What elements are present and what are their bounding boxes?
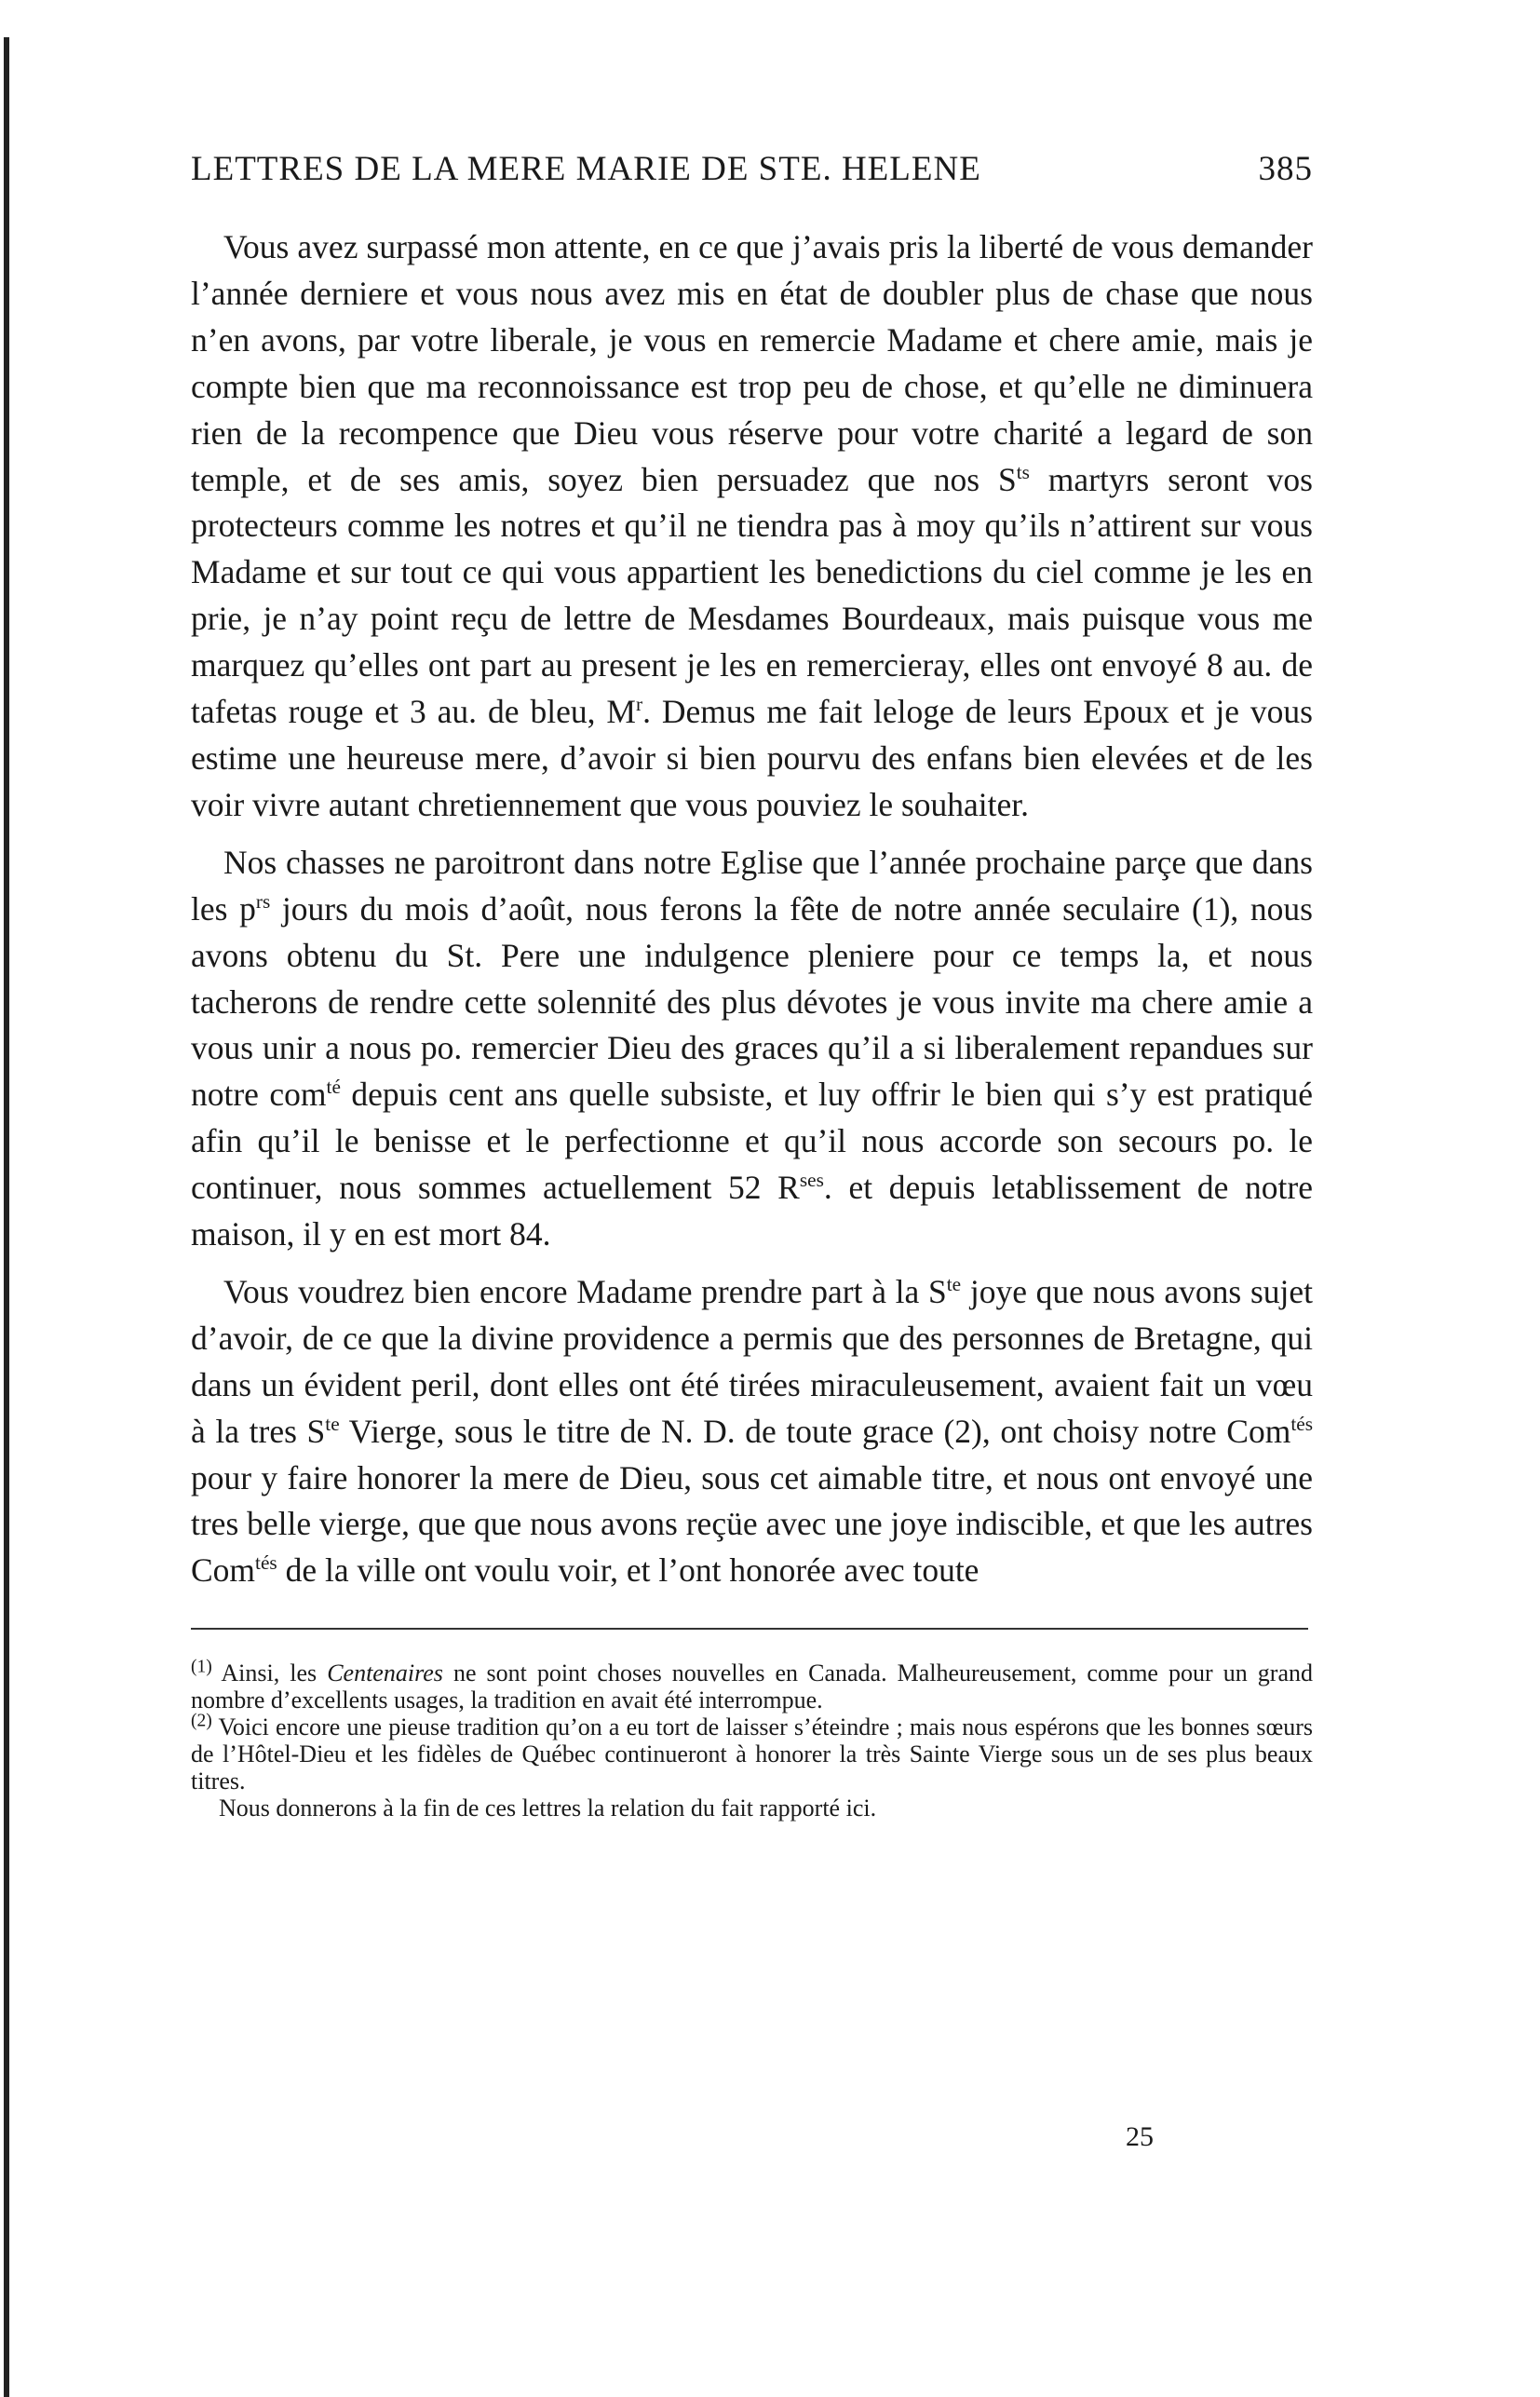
footnote: $^{(1)}$ Ainsi, les Centenaires ne sont point choses nouvelles en Canada. Malheureusement, comme pour un grand nombre d’excellents usages, la tradition en avait été interrompue. xyxy=(191,1657,1313,1714)
superscript-abbrev: té xyxy=(326,1076,341,1099)
letter-body xyxy=(191,224,1313,1594)
superscript-abbrev: tés xyxy=(1290,1412,1313,1435)
superscript-abbrev: te xyxy=(946,1273,962,1296)
running-title: LETTRES DE LA MERE MARIE DE STE. HELENE xyxy=(191,150,981,188)
superscript-abbrev: tés xyxy=(255,1551,277,1575)
italic-term: Centenaires xyxy=(327,1659,443,1687)
footnote: Nous donnerons à la fin de ces lettres la relation du fait rapporté ici. xyxy=(219,1794,877,1822)
footnote-marker: (1) xyxy=(191,1657,212,1677)
footnote-divider xyxy=(191,1628,1308,1630)
superscript-abbrev: rs xyxy=(255,889,271,913)
page-number: 385 xyxy=(1258,150,1313,188)
paragraph: Vous avez surpassé mon attente, en ce que j’avais pris la liberté de vous demander l’année derniere et vous nous avez mis en état de doubler plus de chase que nous n’en avons, par votre liberale, je vous en remercie Madame et chere amie, mais je compte bien que ma reconnoissance est trop peu de chose, et qu’elle ne diminuera rien de la recompence que Dieu vous réserve pour votre charité a legard de son temple, et de ses amis, soyez bien persuadez que nos $S^{ts}$ martyrs seront vos protecteurs comme les notres et qu’il ne tiendra pas à moy qu’ils n’attirent sur vous Madame et sur tout ce qui vous appartient les benedictions du ciel comme je les en prie, je n’ay point reçu de lettre de Mesdames Bourdeaux, mais puisque vous me marquez qu’elles ont part au present je les en remercieray, elles ont envoyé 8 au. de tafetas rouge et 3 au. de bleu, $M^r$. Demus me fait leloge de leurs Epoux et je vous estime une heureuse mere, d’avoir si bien pourvu des enfans bien elevées et de les voir vivre autant chretiennement que vous pouviez le souhaiter. xyxy=(191,228,1313,823)
footnotes xyxy=(191,1659,1313,1821)
superscript-abbrev: r xyxy=(635,693,643,716)
signature-mark: 25 xyxy=(1126,2121,1154,2152)
book-page xyxy=(191,149,1313,1821)
superscript-abbrev: ses xyxy=(799,1169,824,1192)
page-header xyxy=(191,149,1313,189)
superscript-abbrev: te xyxy=(325,1412,340,1435)
page-binding-edge xyxy=(4,37,9,2397)
paragraph: Nos chasses ne paroitront dans notre Eglise que l’année prochaine parçe que dans les $p^{rs}$ jours du mois d’août, nous ferons la fête de notre année seculaire (1), nous avons obtenu du St. Pere une indulgence pleniere pour ce temps la, et nous tacherons de rendre cette solennité des plus dévotes je vous invite ma chere amie a vous unir a nous po. remercier Dieu des graces qu’il a si liberalement repandues sur notre com$^{té}$ depuis cent ans quelle subsiste, et luy offrir le bien qui s’y est pratiqué afin qu’il le benisse et le perfectionne et qu’il nous accorde son secours po. le continuer, nous sommes actuellement 52 $R^{ses}$. et depuis letablissement de notre maison, il y en est mort 84. xyxy=(191,843,1314,1253)
paragraph: Vous voudrez bien encore Madame prendre part à la $S^{te}$ joye que nous avons sujet d’avoir, de ce que la divine providence a permis que des personnes de Bretagne, qui dans un évident peril, dont elles ont été tirées miraculeusement, avaient fait un vœu à la tres $S^{te}$ Vierge, sous le titre de N. D. de toute grace (2), ont choisy notre Com$^{tés}$ pour y faire honorer la mere de Dieu, sous cet aimable titre, et nous ont envoyé une tres belle vierge, que que nous avons reçüe avec une joye indiscible, et que les autres Com$^{tés}$ de la ville ont voulu voir, et l’ont honorée avec toute xyxy=(191,1272,1313,1590)
superscript-abbrev: ts xyxy=(1016,460,1030,483)
footnote: $^{(2)}$ Voici encore une pieuse tradition qu’on a eu tort de laisser s’éteindre ; mais nous espérons que les bonnes sœurs de l’Hôtel-Dieu et les fidèles de Québec continueront à honorer la très Sainte Vierge sous un de ses plus beaux titres. xyxy=(191,1711,1313,1795)
footnote-marker: (2) xyxy=(191,1711,212,1731)
